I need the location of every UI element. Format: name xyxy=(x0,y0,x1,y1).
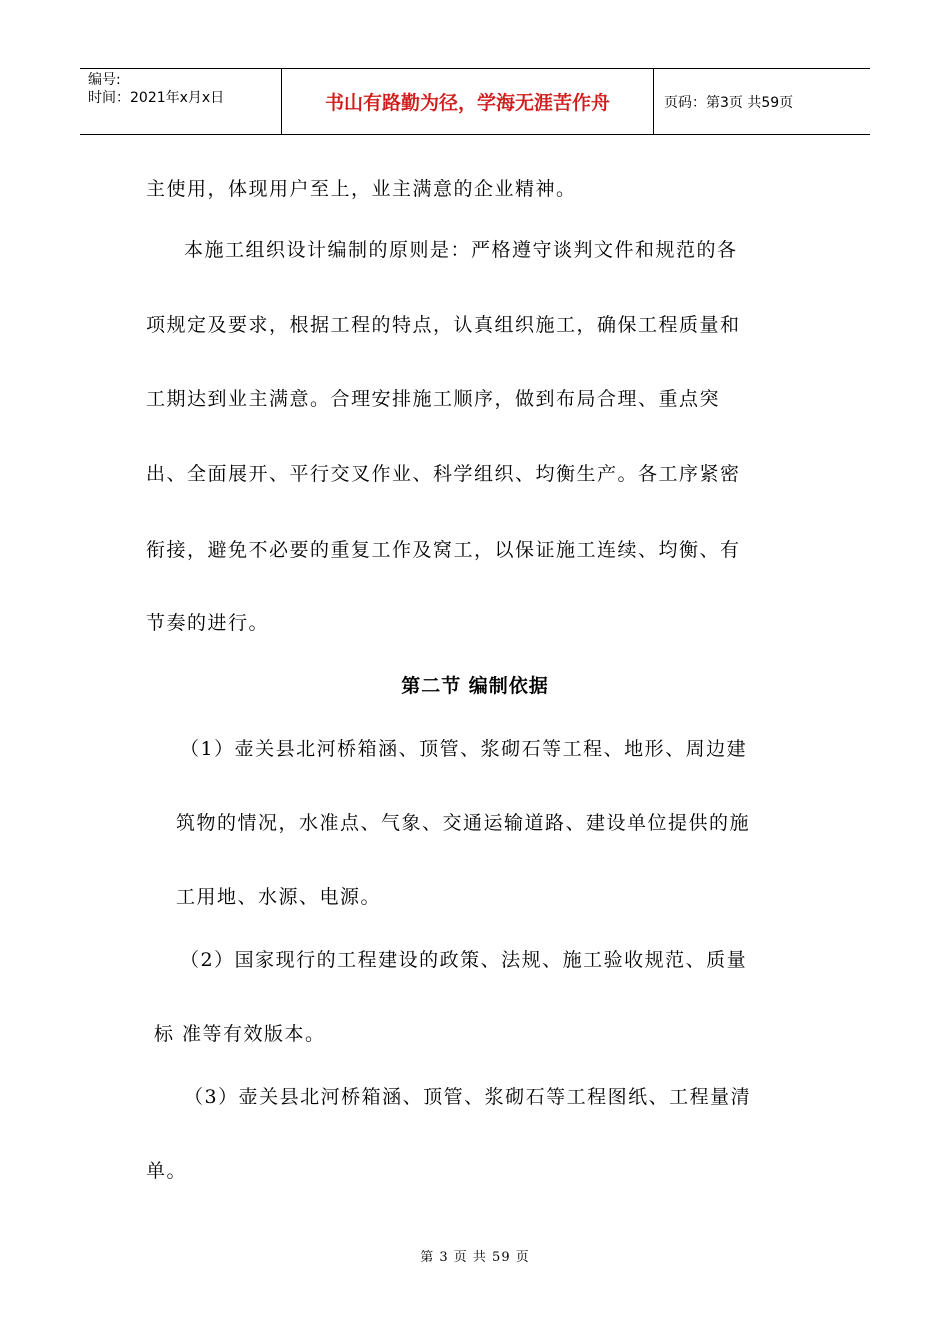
list-item: 工用地、水源、电源。 xyxy=(176,886,382,908)
body-line: 出、全面展开、平行交叉作业、科学组织、均衡生产。各工序紧密 xyxy=(146,463,741,485)
document-header xyxy=(80,68,870,135)
body-line: 本施工组织设计编制的原则是：严格遵守谈判文件和规范的各 xyxy=(184,239,738,261)
section-heading: 第二节 编制依据 xyxy=(401,675,549,697)
body-line: 主使用，体现用户至上，业主满意的企业精神。 xyxy=(146,178,577,200)
time-label: 时间：2021年x月x日 xyxy=(88,90,225,106)
list-item: 单。 xyxy=(146,1160,188,1182)
list-item: （2）国家现行的工程建设的政策、法规、施工验收规范、质量 xyxy=(180,949,748,971)
body-line: 衔接，避免不必要的重复工作及窝工，以保证施工连续、均衡、有 xyxy=(146,539,741,561)
list-item: （1）壶关县北河桥箱涵、顶管、浆砌石等工程、地形、周边建 xyxy=(180,738,748,760)
header-meta xyxy=(80,69,282,134)
header-page-info: 页码：第3页 共59页 xyxy=(664,94,794,111)
header-motto: 书山有路勤为径，学海无涯苦作舟 xyxy=(282,69,654,134)
list-item: 筑物的情况，水准点、气象、交通运输道路、建设单位提供的施 xyxy=(176,812,751,834)
body-line: 节奏的进行。 xyxy=(146,612,270,634)
body-line: 工期达到业主满意。合理安排施工顺序，做到布局合理、重点突 xyxy=(146,388,721,410)
page-footer: 第 3 页 共 59 页 xyxy=(420,1250,530,1265)
list-item: （3）壶关县北河桥箱涵、顶管、浆砌石等工程图纸、工程量清 xyxy=(184,1086,752,1108)
number-label: 编号: xyxy=(88,72,121,88)
body-line: 项规定及要求，根据工程的特点，认真组织施工，确保工程质量和 xyxy=(146,314,741,336)
list-item: 标 准等有效版本。 xyxy=(154,1023,326,1045)
